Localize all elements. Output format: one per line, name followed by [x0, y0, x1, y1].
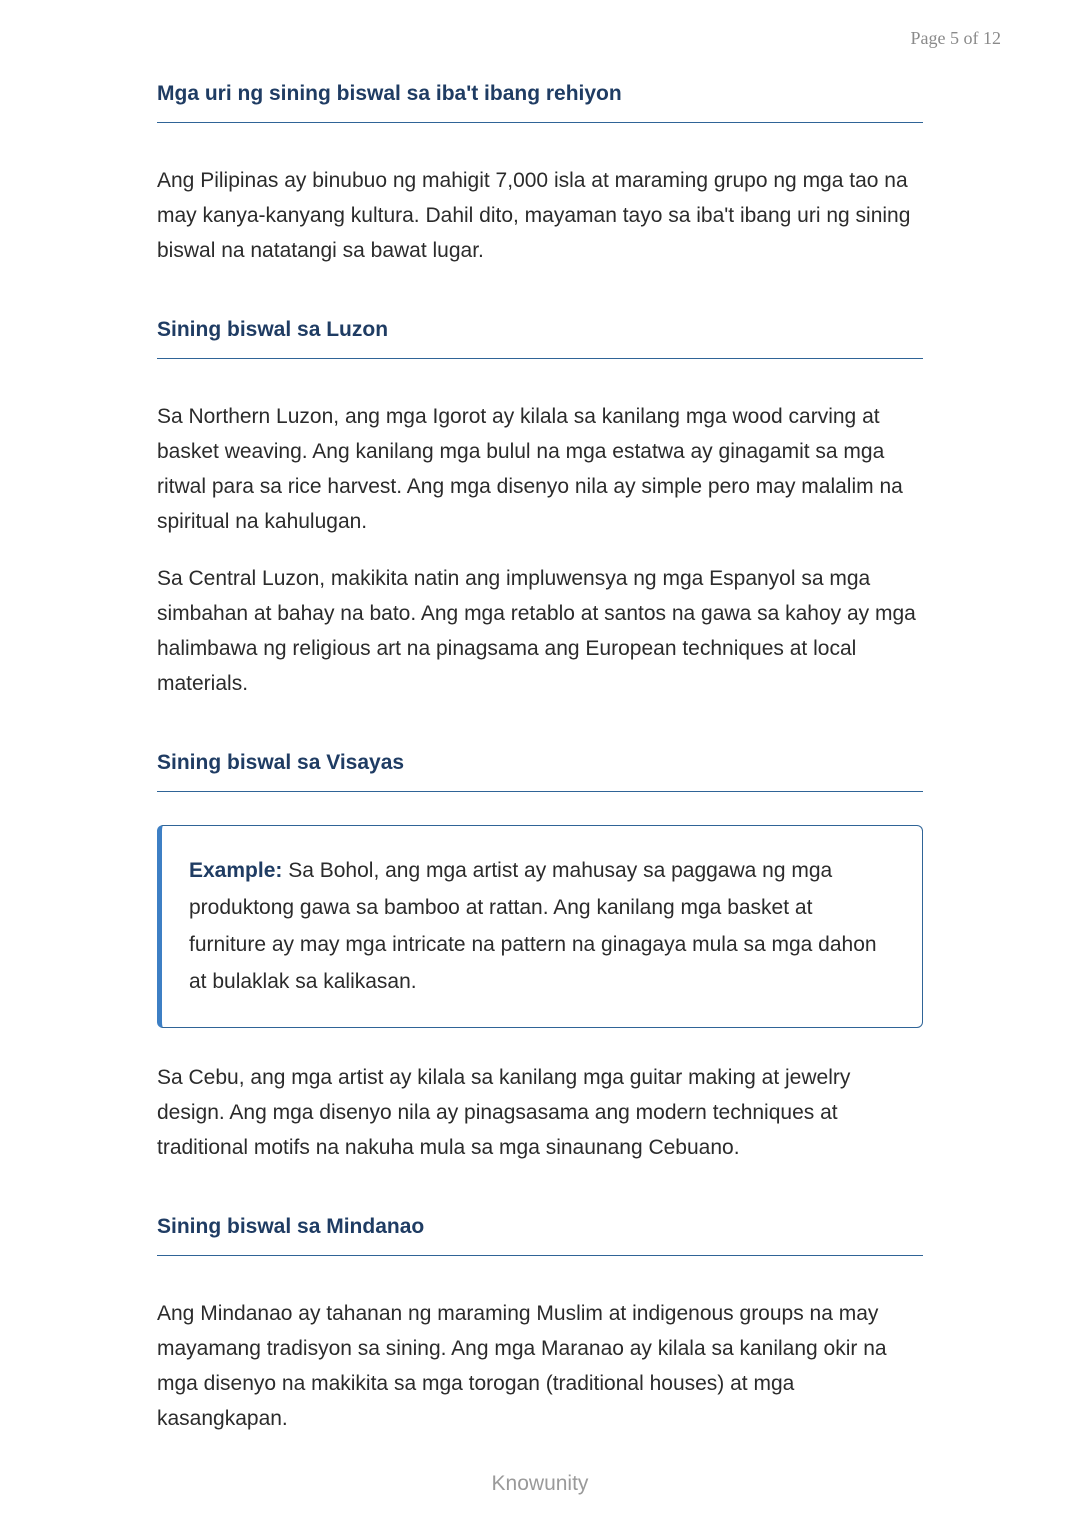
example-label: Example:: [189, 859, 283, 882]
footer-brand: Knowunity: [491, 1472, 589, 1495]
example-body: Sa Bohol, ang mga artist ay mahusay sa paggawa ng mga produktong gawa sa bamboo at rattan. Ang kanilang mga basket at furniture ay may mga intricate na pattern na ginagaya mula sa mga dahon at bulaklak sa kalikasan.: [189, 859, 877, 993]
example-callout: [157, 825, 923, 1028]
example-text: [189, 852, 882, 1000]
luzon-paragraph-1: Sa Northern Luzon, ang mga Igorot ay kilala sa kanilang mga wood carving at basket weaving. Ang kanilang mga bulul na mga estatwa ay ginagamit sa mga ritwal para sa rice harvest. Ang mga disenyo nila ay simple pero may malalim na spiritual na kahulugan.: [157, 405, 903, 533]
mindanao-paragraph: Ang Mindanao ay tahanan ng maraming Muslim at indigenous groups na may mayamang tradisyon sa sining. Ang mga Maranao ay kilala sa kanilang okir na mga disenyo na makikita sa mga torogan (traditional houses) at mga kasangkapan.: [157, 1302, 887, 1430]
visayas-paragraph: Sa Cebu, ang mga artist ay kilala sa kanilang mga guitar making at jewelry design. Ang mga disenyo nila ay pinagsasama ang modern techniques at traditional motifs na nakuha mula sa mga sinaunang Cebuano.: [157, 1066, 851, 1159]
section-heading-luzon: Sining biswal sa Luzon: [157, 314, 923, 359]
luzon-paragraph-2: Sa Central Luzon, makikita natin ang impluwensya ng mga Espanyol sa mga simbahan at bahay na bato. Ang mga retablo at santos na gawa sa kahoy ay mga halimbawa ng religious art na pinagsama ang European techniques at local materials.: [157, 567, 916, 695]
intro-paragraph: Ang Pilipinas ay binubuo ng mahigit 7,000 isla at maraming grupo ng mga tao na may kanya-kanyang kultura. Dahil dito, mayaman tayo sa iba't ibang uri ng sining biswal na natatangi sa bawat lugar.: [157, 169, 911, 262]
page-number: Page 5 of 12: [910, 28, 1001, 48]
section-heading-visayas: Sining biswal sa Visayas: [157, 747, 923, 792]
document-body: [157, 78, 923, 1436]
section-heading-intro: Mga uri ng sining biswal sa iba't ibang rehiyon: [157, 78, 923, 123]
section-heading-mindanao: Sining biswal sa Mindanao: [157, 1211, 923, 1256]
